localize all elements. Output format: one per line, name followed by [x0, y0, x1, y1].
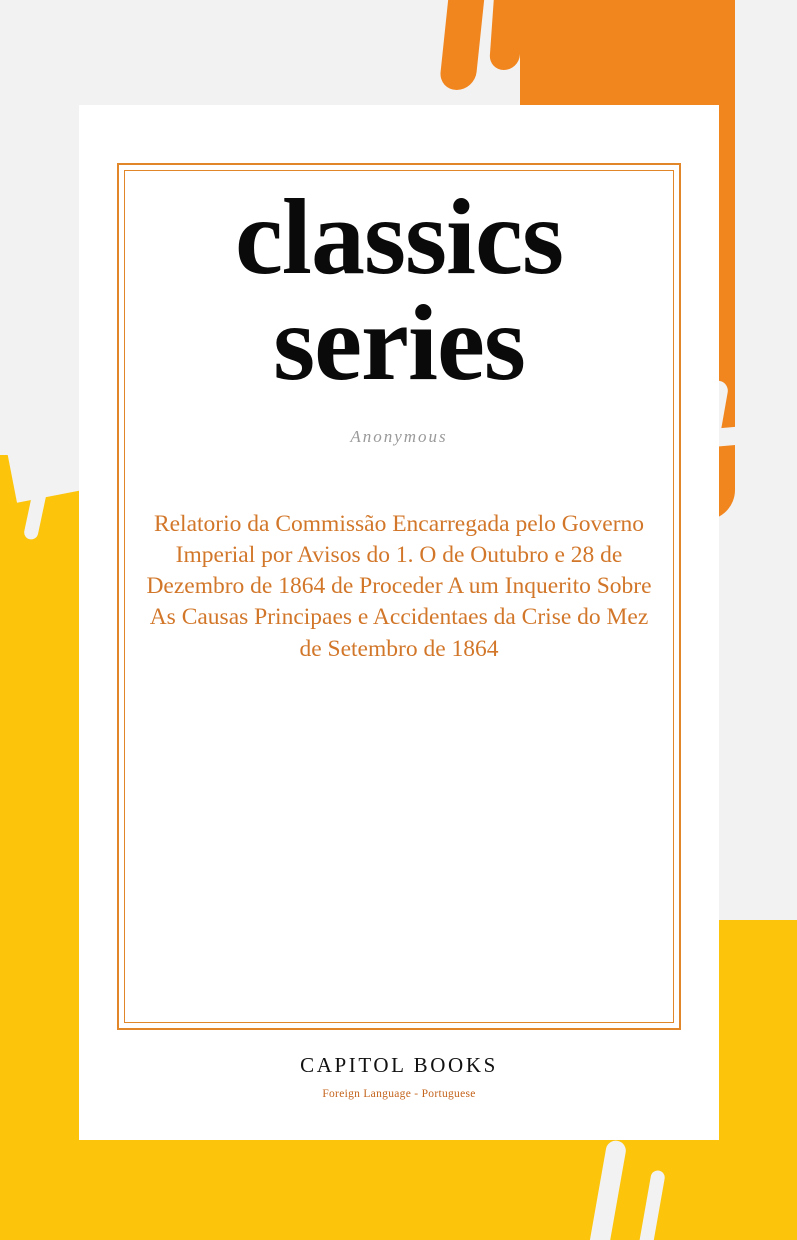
publisher-name: CAPITOL BOOKS [300, 1053, 498, 1077]
book-cover [79, 105, 719, 1140]
series-title-line-2: series [273, 283, 525, 403]
book-title: Relatorio da Commissão Encarregada pelo Governo Imperial por Avisos do 1. O de Outubro e 28 de Dezembro de 1864 de Proceder A um Inquerito Sobre As Causas Principaes e Accidentaes da Crise do Mez de Setembro de 1864 [146, 510, 652, 662]
subject-label: Foreign Language - Portuguese [322, 1088, 476, 1100]
series-title-line-1: classics [235, 178, 563, 297]
series-title [139, 178, 659, 403]
cover-content [139, 178, 659, 665]
author-name: Anonymous [350, 426, 448, 446]
orange-brush-stroke-1 [439, 0, 488, 90]
